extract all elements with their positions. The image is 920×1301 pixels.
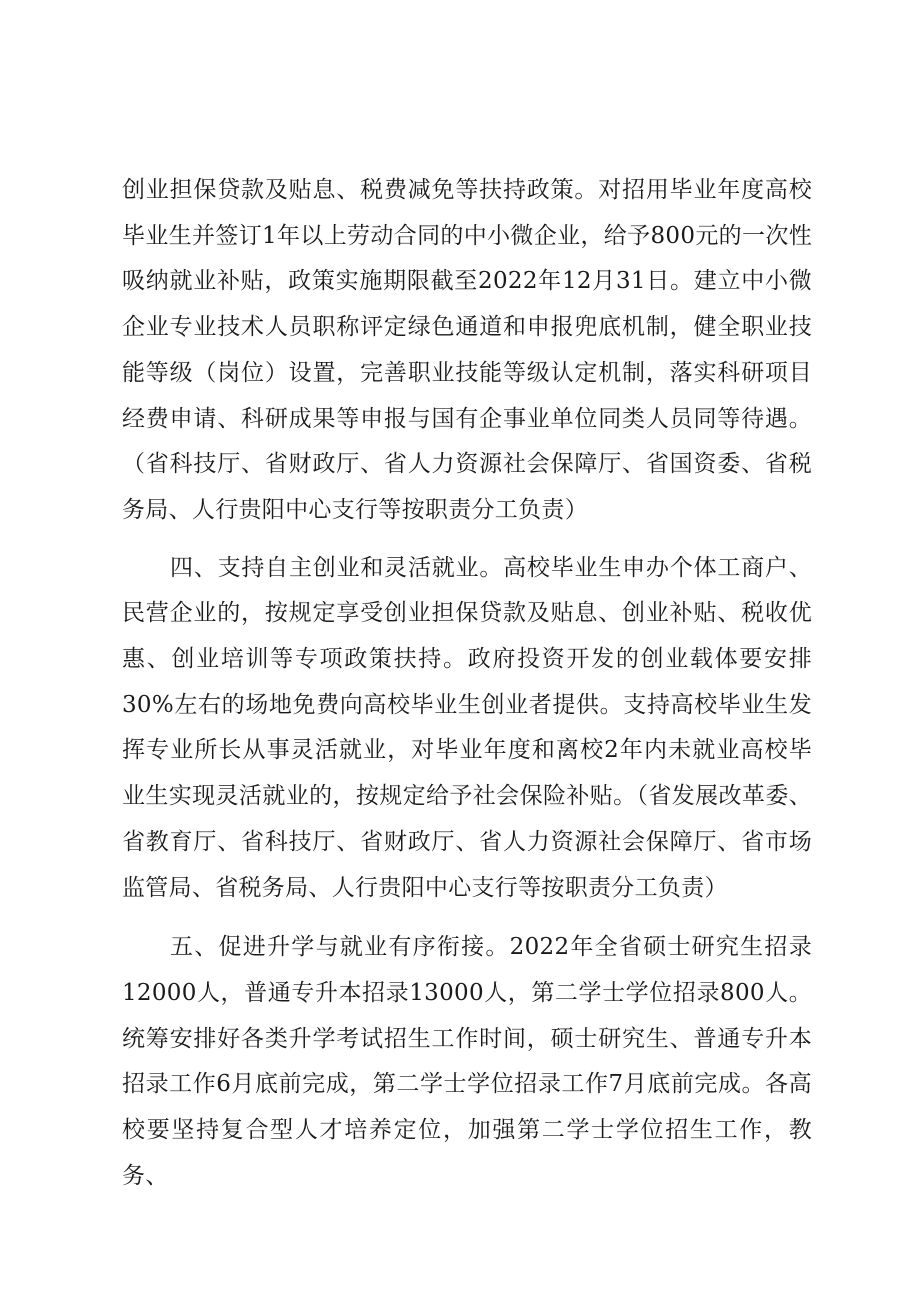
paragraph-section-four: 四、支持自主创业和灵活就业。高校毕业生申办个体工商户、民营企业的，按规定享受创业担保贷款及贴息、创业补贴、税收优惠、创业培训等专项政策扶持。政府投资开发的创业载体要安排30%左右的场地免费向高校毕业生创业者提供。支持高校毕业生发挥专业所长从事灵活就业，对毕业年度和离校2年内未就业高校毕业生实现灵活就业的，按规定给予社会保险补贴。（省发展改革委、省教育厅、省科技厅、省财政厅、省人力资源社会保障厅、省市场监管局、省税务局、人行贵阳中心支行等按职责分工负责） bbox=[122, 554, 812, 901]
paragraph-continued: 创业担保贷款及贴息、税费减免等扶持政策。对招用毕业年度高校毕业生并签订1年以上劳动合同的中小微企业，给予800元的一次性吸纳就业补贴，政策实施期限截至2022年12月31日。建立中小微企业专业技术人员职称评定绿色通道和申报兜底机制，健全职业技能等级（岗位）设置，完善职业技能等级认定机制，落实科研项目经费申请、科研成果等申报与国有企事业单位同类人员同等待遇。（省科技厅、省财政厅、省人力资源社会保障厅、省国资委、省税务局、人行贵阳中心支行等按职责分工负责） bbox=[122, 177, 812, 523]
paragraph-section-five: 五、促进升学与就业有序衔接。2022年全省硕士研究生招录12000人，普通专升本招录13000人，第二学士学位招录800人。统筹安排好各类升学考试招生工作时间，硕士研究生、普通专升本招录工作6月底前完成，第二学士学位招录工作7月底前完成。各高校要坚持复合型人才培养定位，加强第二学士学位招生工作，教务、 bbox=[122, 934, 812, 1189]
document-body bbox=[122, 168, 812, 1199]
